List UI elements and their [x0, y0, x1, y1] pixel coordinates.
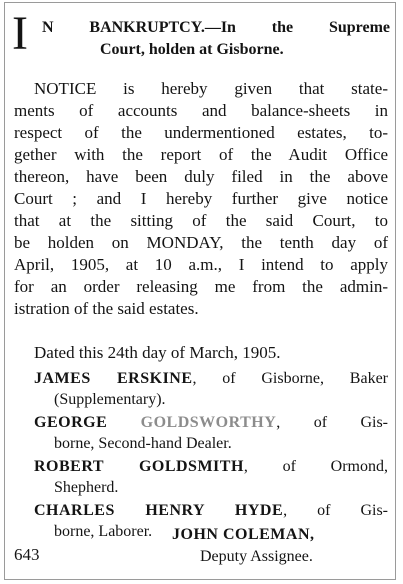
drop-cap-initial: I	[12, 7, 28, 60]
estate-name-first: GEORGE	[34, 414, 108, 431]
body-line: thereon, have been duly filed in the above	[14, 167, 388, 186]
estate-continuation: Shepherd.	[54, 479, 119, 496]
signer-title: Deputy Assignee.	[200, 548, 313, 565]
body-line: be holden on MONDAY, the tenth day of	[14, 233, 388, 252]
body-line: for an order releasing me from the admin-	[14, 277, 388, 296]
body-line: Court ; and I hereby further give notice	[14, 189, 388, 208]
estate-name-faded: GOLDSWORTHY	[140, 414, 277, 431]
signer-name: JOHN COLEMAN,	[172, 526, 315, 543]
reference-number: 643	[14, 545, 40, 564]
estate-details: , of Ormond,	[243, 458, 388, 475]
body-line: ments of accounts and balance-sheets in	[14, 101, 388, 120]
estate-continuation: (Supplementary).	[54, 391, 166, 408]
estate-name: ROBERT GOLDSMITH	[34, 458, 244, 475]
estate-entry	[34, 456, 388, 478]
estate-details: , of Gisborne, Baker	[192, 370, 388, 387]
body-line: gether with the report of the Audit Office	[14, 145, 388, 164]
heading-line-1: N BANKRUPTCY.—In the Supreme	[42, 19, 390, 36]
estate-entry	[34, 500, 388, 522]
estate-continuation: borne, Second-hand Dealer.	[54, 435, 232, 452]
heading-line-2: Court, holden at Gisborne.	[100, 41, 284, 58]
body-line: that at the sitting of the said Court, to	[14, 211, 388, 230]
dated-line: Dated this 24th day of March, 1905.	[34, 343, 281, 362]
estate-entry	[34, 368, 388, 390]
body-line: April, 1905, at 10 a.m., I intend to apply	[14, 255, 388, 274]
estate-details: , of Gis-	[276, 414, 388, 431]
estate-name: JAMES ERSKINE	[34, 370, 193, 387]
body-line: istration of the said estates.	[14, 299, 199, 318]
estate-details: , of Gis-	[283, 502, 388, 519]
estate-entry	[34, 412, 388, 434]
body-line: respect of the undermentioned estates, to-	[14, 123, 388, 142]
body-line: NOTICE is hereby given that state-	[34, 79, 388, 98]
notice-heading	[12, 7, 390, 72]
estate-name: CHARLES HENRY HYDE	[34, 502, 284, 519]
estate-continuation: borne, Laborer.	[54, 523, 153, 540]
